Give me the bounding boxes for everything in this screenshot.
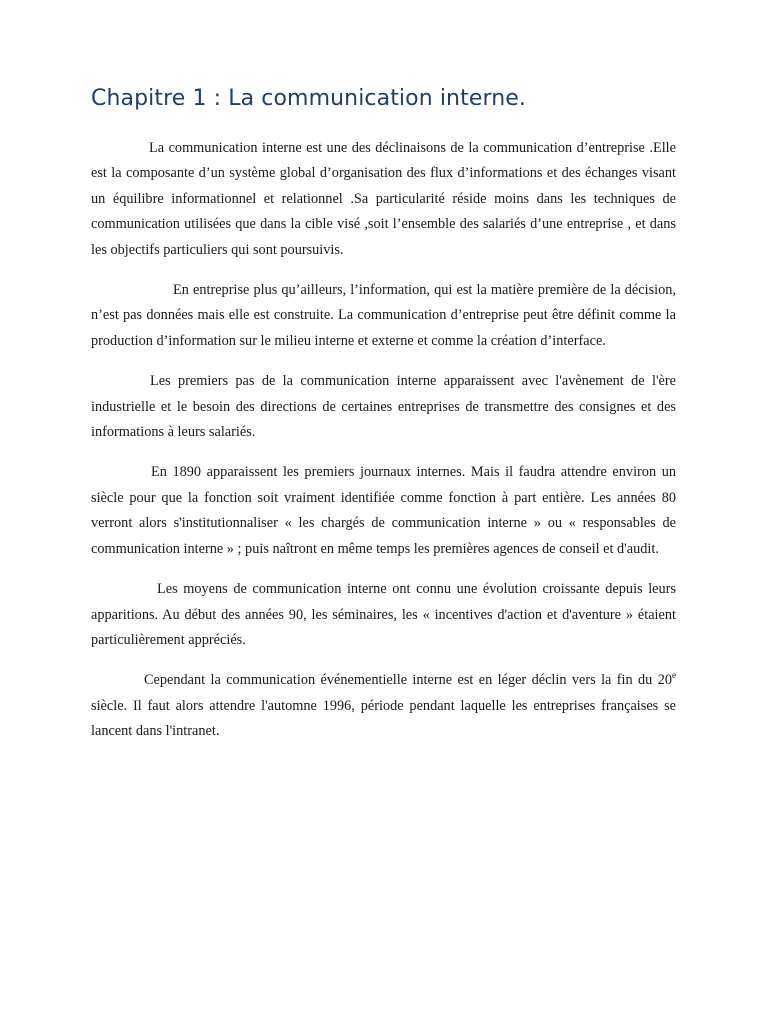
paragraph-6-end: siècle. Il faut alors attendre l'automne 1996, période pendant laquelle les entreprises françaises se lancent dans l'intranet. — [91, 697, 676, 740]
paragraph-3: Les premiers pas de la communication interne apparaissent avec l'avènement de l'ère industrielle et le besoin des directions de certaines entreprises de transmettre des consignes et des informations à leurs salariés. — [91, 373, 676, 441]
paragraph-5: Les moyens de communication interne ont connu une évolution croissante depuis leurs apparitions. Au début des années 90, les séminaires, les « incentives d'action et d'aventure » étaient particulièrement appréciés. — [91, 581, 676, 648]
century-superscript: e — [672, 670, 676, 681]
document-body — [91, 136, 676, 760]
paragraph-1: La communication interne est une des déclinaisons de la communication d’entreprise .Elle est la composante d’un système global d’organisation des flux d’informations et des échanges visant un équilibre informationnel et relationnel .Sa particularité réside moins dans les techniques de communication utilisées que dans la cible visé ,soit l’ensemble des salariés d’une entreprise , et dans les objectifs particuliers qui sont poursuivis. — [91, 140, 676, 258]
paragraph-6 — [91, 668, 676, 744]
paragraph-6-start: Cependant la communication événementielle interne est en léger déclin vers la fin du 20 — [144, 672, 672, 689]
paragraph-4: En 1890 apparaissent les premiers journaux internes. Mais il faudra attendre environ un siècle pour que la fonction soit vraiment identifiée comme fonction à part entière. Les années 80 verront alors s'institutionnaliser « les chargés de communication interne » ou « responsables de communication interne » ; puis naîtront en même temps les premières agences de conseil et d'audit. — [91, 464, 676, 557]
chapter-title: Chapitre 1 : La communication interne. — [91, 86, 526, 111]
paragraph-2: En entreprise plus qu’ailleurs, l’information, qui est la matière première de la décision, n’est pas données mais elle est construite. La communication d’entreprise peut être définit comme la production d’information sur le milieu interne et externe et comme la création d’interface. — [91, 282, 676, 349]
